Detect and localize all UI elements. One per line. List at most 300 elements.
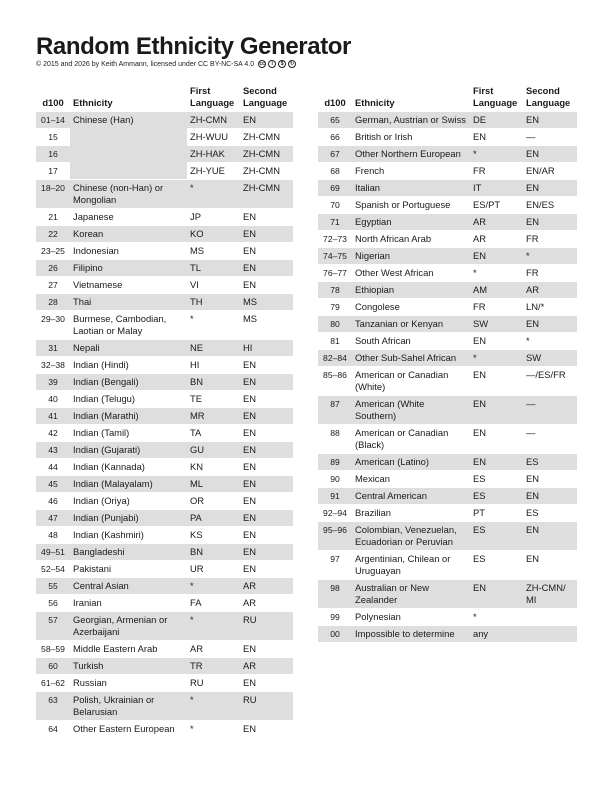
d100-cell: 79 [318, 299, 352, 315]
first-language-cell: NE [187, 340, 240, 356]
second-language-cell: EN [240, 374, 293, 390]
d100-cell: 16 [36, 146, 70, 162]
second-language-cell: EN [523, 488, 577, 504]
table-row [318, 488, 577, 504]
first-language-cell: BN [187, 374, 240, 390]
first-language-cell: AR [187, 641, 240, 657]
table-row [318, 316, 577, 332]
d100-cell: 90 [318, 471, 352, 487]
second-language-cell: EN/AR [523, 163, 577, 179]
table-row [318, 163, 577, 179]
d100-cell: 48 [36, 527, 70, 543]
first-language-cell: EN [470, 454, 523, 470]
table-row [318, 112, 577, 128]
table-row [36, 459, 293, 475]
header-first-language: First Language [190, 85, 235, 108]
sa-icon: ↻ [290, 60, 295, 67]
table-row [36, 641, 293, 657]
table-row [36, 544, 293, 560]
table-row [36, 408, 293, 424]
ethnicity-cell: American or Canadian (White) [352, 367, 470, 395]
first-language-cell: TR [187, 658, 240, 674]
ethnicity-cell: Turkish [70, 658, 187, 674]
table-row [36, 527, 293, 543]
ethnicity-cell: Mexican [352, 471, 470, 487]
second-language-cell: SW [523, 350, 577, 366]
table-header-row [318, 85, 577, 111]
ethnicity-cell: German, Austrian or Swiss [352, 112, 470, 128]
second-language-cell: EN [240, 408, 293, 424]
left-table-body [36, 112, 293, 737]
second-language-cell: ES [523, 454, 577, 470]
table-row [318, 425, 577, 453]
page-title: Random Ethnicity Generator [36, 33, 351, 60]
second-language-cell: ZH-CMN/ MI [523, 580, 577, 608]
table-row [318, 129, 577, 145]
second-language-cell: — [523, 425, 577, 453]
first-language-cell: IT [470, 180, 523, 196]
ethnicity-cell: Other Northern European [352, 146, 470, 162]
second-language-cell: EN [240, 226, 293, 242]
d100-cell: 01–14 [36, 112, 70, 128]
d100-cell: 81 [318, 333, 352, 349]
ethnicity-cell: Middle Eastern Arab [70, 641, 187, 657]
first-language-cell: * [187, 578, 240, 594]
d100-cell: 00 [318, 626, 352, 642]
second-language-cell: * [523, 333, 577, 349]
second-language-cell: HI [240, 340, 293, 356]
d100-cell: 65 [318, 112, 352, 128]
ethnicity-cell: Nepali [70, 340, 187, 356]
d100-cell: 32–38 [36, 357, 70, 373]
header-d100: d100 [324, 97, 346, 108]
ethnicity-cell: Impossible to determine [352, 626, 470, 642]
d100-cell: 85–86 [318, 367, 352, 395]
header-second-language: Second Language [243, 85, 288, 108]
second-language-cell: * [523, 248, 577, 264]
first-language-cell: * [187, 311, 240, 339]
second-language-cell: EN [240, 510, 293, 526]
d100-cell: 69 [318, 180, 352, 196]
table-row [36, 226, 293, 242]
ethnicity-cell: Indonesian [70, 243, 187, 259]
ethnicity-cell: Australian or New Zealander [352, 580, 470, 608]
copyright-text: © 2015 and 2026 by Keith Ammann, licensed under CC BY-NC-SA 4.0 [36, 60, 255, 68]
ethnicity-table-right [318, 84, 577, 643]
ethnicity-cell: Indian (Bengali) [70, 374, 187, 390]
ethnicity-cell: Other West African [352, 265, 470, 281]
first-language-cell: * [187, 692, 240, 720]
second-language-cell: EN [240, 277, 293, 293]
d100-cell: 39 [36, 374, 70, 390]
table-row [36, 692, 293, 720]
first-language-cell: ES [470, 471, 523, 487]
d100-cell: 58–59 [36, 641, 70, 657]
first-language-cell: * [470, 146, 523, 162]
ethnicity-cell: Indian (Marathi) [70, 408, 187, 424]
second-language-cell: EN [240, 493, 293, 509]
ethnicity-cell: Central Asian [70, 578, 187, 594]
second-language-cell [523, 609, 577, 625]
ethnicity-cell: Russian [70, 675, 187, 691]
d100-cell: 76–77 [318, 265, 352, 281]
d100-cell: 23–25 [36, 243, 70, 259]
table-row [318, 180, 577, 196]
ethnicity-cell: Vietnamese [70, 277, 187, 293]
second-language-cell: ZH-CMN [240, 163, 293, 179]
first-language-cell: FR [470, 163, 523, 179]
first-language-cell: * [187, 612, 240, 640]
second-language-cell: EN [240, 721, 293, 737]
d100-cell: 74–75 [318, 248, 352, 264]
d100-cell: 17 [36, 163, 70, 179]
ethnicity-cell: Filipino [70, 260, 187, 276]
first-language-cell: AR [470, 231, 523, 247]
d100-cell: 60 [36, 658, 70, 674]
table-row [36, 493, 293, 509]
ethnicity-cell: Polish, Ukrainian or Belarusian [70, 692, 187, 720]
first-language-cell: BN [187, 544, 240, 560]
second-language-cell: AR [240, 658, 293, 674]
d100-cell: 44 [36, 459, 70, 475]
ethnicity-cell: Other Eastern European [70, 721, 187, 737]
ethnicity-cell: French [352, 163, 470, 179]
second-language-cell: LN/* [523, 299, 577, 315]
ethnicity-cell: Tanzanian or Kenyan [352, 316, 470, 332]
first-language-cell: EN [470, 425, 523, 453]
first-language-cell: FR [470, 299, 523, 315]
table-row [36, 294, 293, 310]
ethnicity-cell: Colombian, Venezuelan, Ecuadorian or Peruvian [352, 522, 470, 550]
table-row [318, 265, 577, 281]
table-row [36, 243, 293, 259]
second-language-cell: ES [523, 505, 577, 521]
first-language-cell: KS [187, 527, 240, 543]
d100-cell: 40 [36, 391, 70, 407]
second-language-cell: EN [523, 214, 577, 230]
table-row [318, 282, 577, 298]
table-row [36, 311, 293, 339]
d100-cell: 27 [36, 277, 70, 293]
second-language-cell [523, 626, 577, 642]
ethnicity-cell: Chinese (Han) [70, 112, 187, 179]
ethnicity-cell: British or Irish [352, 129, 470, 145]
d100-cell: 26 [36, 260, 70, 276]
second-language-cell: EN [240, 209, 293, 225]
second-language-cell: EN [240, 391, 293, 407]
ethnicity-cell: Indian (Telugu) [70, 391, 187, 407]
ethnicity-cell: Ethiopian [352, 282, 470, 298]
right-table-body [318, 112, 577, 642]
table-row [318, 214, 577, 230]
table-row [36, 675, 293, 691]
d100-cell: 88 [318, 425, 352, 453]
second-language-cell: — [523, 396, 577, 424]
second-language-cell: EN [523, 112, 577, 128]
ethnicity-cell: South African [352, 333, 470, 349]
second-language-cell: EN [240, 112, 293, 128]
first-language-cell: EN [470, 333, 523, 349]
first-language-cell: AM [470, 282, 523, 298]
first-language-cell: any [470, 626, 523, 642]
d100-cell: 49–51 [36, 544, 70, 560]
ethnicity-cell: Pakistani [70, 561, 187, 577]
table-header-row [36, 85, 293, 111]
ethnicity-cell: Iranian [70, 595, 187, 611]
first-language-cell: PA [187, 510, 240, 526]
table-row [36, 721, 293, 737]
first-language-cell: ES [470, 551, 523, 579]
d100-cell: 78 [318, 282, 352, 298]
ethnicity-cell: Chinese (non-Han) or Mongolian [70, 180, 187, 208]
d100-cell: 82–84 [318, 350, 352, 366]
first-language-cell: PT [470, 505, 523, 521]
ethnicity-cell: Thai [70, 294, 187, 310]
d100-cell: 46 [36, 493, 70, 509]
first-language-cell: RU [187, 675, 240, 691]
second-language-cell: EN [240, 243, 293, 259]
table-row [36, 595, 293, 611]
table-row [318, 248, 577, 264]
ethnicity-cell: Nigerian [352, 248, 470, 264]
ethnicity-cell: Spanish or Portuguese [352, 197, 470, 213]
d100-cell: 97 [318, 551, 352, 579]
d100-cell: 15 [36, 129, 70, 145]
first-language-cell: ES [470, 522, 523, 550]
first-language-cell: FA [187, 595, 240, 611]
second-language-cell: AR [240, 578, 293, 594]
second-language-cell: EN [523, 522, 577, 550]
second-language-cell: EN [240, 260, 293, 276]
first-language-cell: TE [187, 391, 240, 407]
first-language-cell: VI [187, 277, 240, 293]
d100-cell: 61–62 [36, 675, 70, 691]
first-language-cell: GU [187, 442, 240, 458]
second-language-cell: ZH-CMN [240, 180, 293, 208]
second-language-cell: EN [240, 357, 293, 373]
first-language-cell: * [470, 350, 523, 366]
table-row [36, 209, 293, 225]
second-language-cell: EN [523, 180, 577, 196]
first-language-cell: ZH-YUE [187, 163, 240, 179]
table-row [318, 580, 577, 608]
d100-cell: 41 [36, 408, 70, 424]
second-language-cell: EN [523, 471, 577, 487]
table-row [36, 374, 293, 390]
second-language-cell: —/ES/FR [523, 367, 577, 395]
second-language-cell: MS [240, 294, 293, 310]
second-language-cell: EN [240, 641, 293, 657]
ethnicity-table-left [36, 84, 293, 738]
d100-cell: 45 [36, 476, 70, 492]
first-language-cell: EN [470, 396, 523, 424]
first-language-cell: TH [187, 294, 240, 310]
table-row [36, 260, 293, 276]
header-d100: d100 [42, 97, 64, 108]
table-row [36, 510, 293, 526]
ethnicity-cell: Indian (Gujarati) [70, 442, 187, 458]
d100-cell: 66 [318, 129, 352, 145]
ethnicity-cell: Indian (Tamil) [70, 425, 187, 441]
first-language-cell: EN [470, 367, 523, 395]
d100-cell: 28 [36, 294, 70, 310]
first-language-cell: AR [470, 214, 523, 230]
ethnicity-cell: Georgian, Armenian or Azerbaijani [70, 612, 187, 640]
table-row [318, 505, 577, 521]
table-row [318, 350, 577, 366]
second-language-cell: EN [240, 442, 293, 458]
ethnicity-cell: Egyptian [352, 214, 470, 230]
second-language-cell: EN [523, 316, 577, 332]
second-language-cell: EN [240, 476, 293, 492]
table-row [36, 476, 293, 492]
first-language-cell: * [470, 609, 523, 625]
second-language-cell: RU [240, 692, 293, 720]
table-row [318, 299, 577, 315]
d100-cell: 47 [36, 510, 70, 526]
ethnicity-cell: Bangladeshi [70, 544, 187, 560]
second-language-cell: AR [240, 595, 293, 611]
d100-cell: 18–20 [36, 180, 70, 208]
first-language-cell: ES [470, 488, 523, 504]
by-icon: i [268, 60, 276, 68]
first-language-cell: KO [187, 226, 240, 242]
table-row [318, 197, 577, 213]
table-row [36, 277, 293, 293]
first-language-cell: * [187, 721, 240, 737]
second-language-cell: — [523, 129, 577, 145]
second-language-cell: AR [523, 282, 577, 298]
ethnicity-cell: Indian (Kannada) [70, 459, 187, 475]
d100-cell: 89 [318, 454, 352, 470]
d100-cell: 98 [318, 580, 352, 608]
cc-icon: cc [259, 60, 265, 67]
first-language-cell: EN [470, 129, 523, 145]
d100-cell: 63 [36, 692, 70, 720]
table-row [318, 333, 577, 349]
ethnicity-cell: Central American [352, 488, 470, 504]
first-language-cell: HI [187, 357, 240, 373]
d100-cell: 91 [318, 488, 352, 504]
d100-cell: 64 [36, 721, 70, 737]
d100-cell: 22 [36, 226, 70, 242]
table-row [318, 396, 577, 424]
table-row [36, 112, 293, 128]
second-language-cell: EN [240, 561, 293, 577]
d100-cell: 43 [36, 442, 70, 458]
ethnicity-cell: North African Arab [352, 231, 470, 247]
table-row [318, 626, 577, 642]
d100-cell: 42 [36, 425, 70, 441]
ethnicity-cell: Japanese [70, 209, 187, 225]
table-row [318, 471, 577, 487]
first-language-cell: KN [187, 459, 240, 475]
table-row [318, 454, 577, 470]
table-row [318, 231, 577, 247]
ethnicity-cell: Burmese, Cambodian, Laotian or Malay [70, 311, 187, 339]
first-language-cell: ES/PT [470, 197, 523, 213]
header-ethnicity: Ethnicity [73, 97, 113, 108]
d100-cell: 56 [36, 595, 70, 611]
first-language-cell: TA [187, 425, 240, 441]
first-language-cell: ML [187, 476, 240, 492]
second-language-cell: EN/ES [523, 197, 577, 213]
d100-cell: 71 [318, 214, 352, 230]
first-language-cell: ZH-WUU [187, 129, 240, 145]
second-language-cell: FR [523, 265, 577, 281]
second-language-cell: EN [240, 527, 293, 543]
table-row [36, 561, 293, 577]
second-language-cell: EN [523, 146, 577, 162]
second-language-cell: MS [240, 311, 293, 339]
first-language-cell: ZH-HAK [187, 146, 240, 162]
table-row [36, 578, 293, 594]
ethnicity-cell: Indian (Hindi) [70, 357, 187, 373]
first-language-cell: * [187, 180, 240, 208]
ethnicity-cell: American (Latino) [352, 454, 470, 470]
header-ethnicity: Ethnicity [355, 97, 395, 108]
second-language-cell: ZH-CMN [240, 129, 293, 145]
d100-cell: 57 [36, 612, 70, 640]
first-language-cell: OR [187, 493, 240, 509]
nc-icon: $ [278, 60, 286, 68]
table-row [318, 367, 577, 395]
table-row [36, 357, 293, 373]
d100-cell: 68 [318, 163, 352, 179]
table-row [36, 612, 293, 640]
d100-cell: 87 [318, 396, 352, 424]
second-language-cell: EN [240, 425, 293, 441]
table-row [318, 609, 577, 625]
first-language-cell: MS [187, 243, 240, 259]
ethnicity-cell: Indian (Malayalam) [70, 476, 187, 492]
second-language-cell: EN [240, 675, 293, 691]
table-row [318, 522, 577, 550]
d100-cell: 29–30 [36, 311, 70, 339]
d100-cell: 99 [318, 609, 352, 625]
first-language-cell: EN [470, 580, 523, 608]
d100-cell: 80 [318, 316, 352, 332]
first-language-cell: TL [187, 260, 240, 276]
table-row [36, 658, 293, 674]
d100-cell: 52–54 [36, 561, 70, 577]
ethnicity-cell: Korean [70, 226, 187, 242]
table-row [36, 391, 293, 407]
d100-cell: 31 [36, 340, 70, 356]
table-row [318, 146, 577, 162]
ethnicity-cell: Argentinian, Chilean or Uruguayan [352, 551, 470, 579]
ethnicity-cell: Italian [352, 180, 470, 196]
d100-cell: 21 [36, 209, 70, 225]
first-language-cell: ZH-CMN [187, 112, 240, 128]
table-row [318, 551, 577, 579]
second-language-cell: FR [523, 231, 577, 247]
ethnicity-cell: Polynesian [352, 609, 470, 625]
copyright-line [36, 60, 296, 68]
second-language-cell: EN [523, 551, 577, 579]
table-row [36, 425, 293, 441]
first-language-cell: MR [187, 408, 240, 424]
d100-cell: 70 [318, 197, 352, 213]
first-language-cell: DE [470, 112, 523, 128]
first-language-cell: EN [470, 248, 523, 264]
header-first-language: First Language [473, 85, 518, 108]
ethnicity-cell: American or Canadian (Black) [352, 425, 470, 453]
d100-cell: 95–96 [318, 522, 352, 550]
license-icons [258, 60, 296, 68]
d100-cell: 92–94 [318, 505, 352, 521]
second-language-cell: EN [240, 544, 293, 560]
